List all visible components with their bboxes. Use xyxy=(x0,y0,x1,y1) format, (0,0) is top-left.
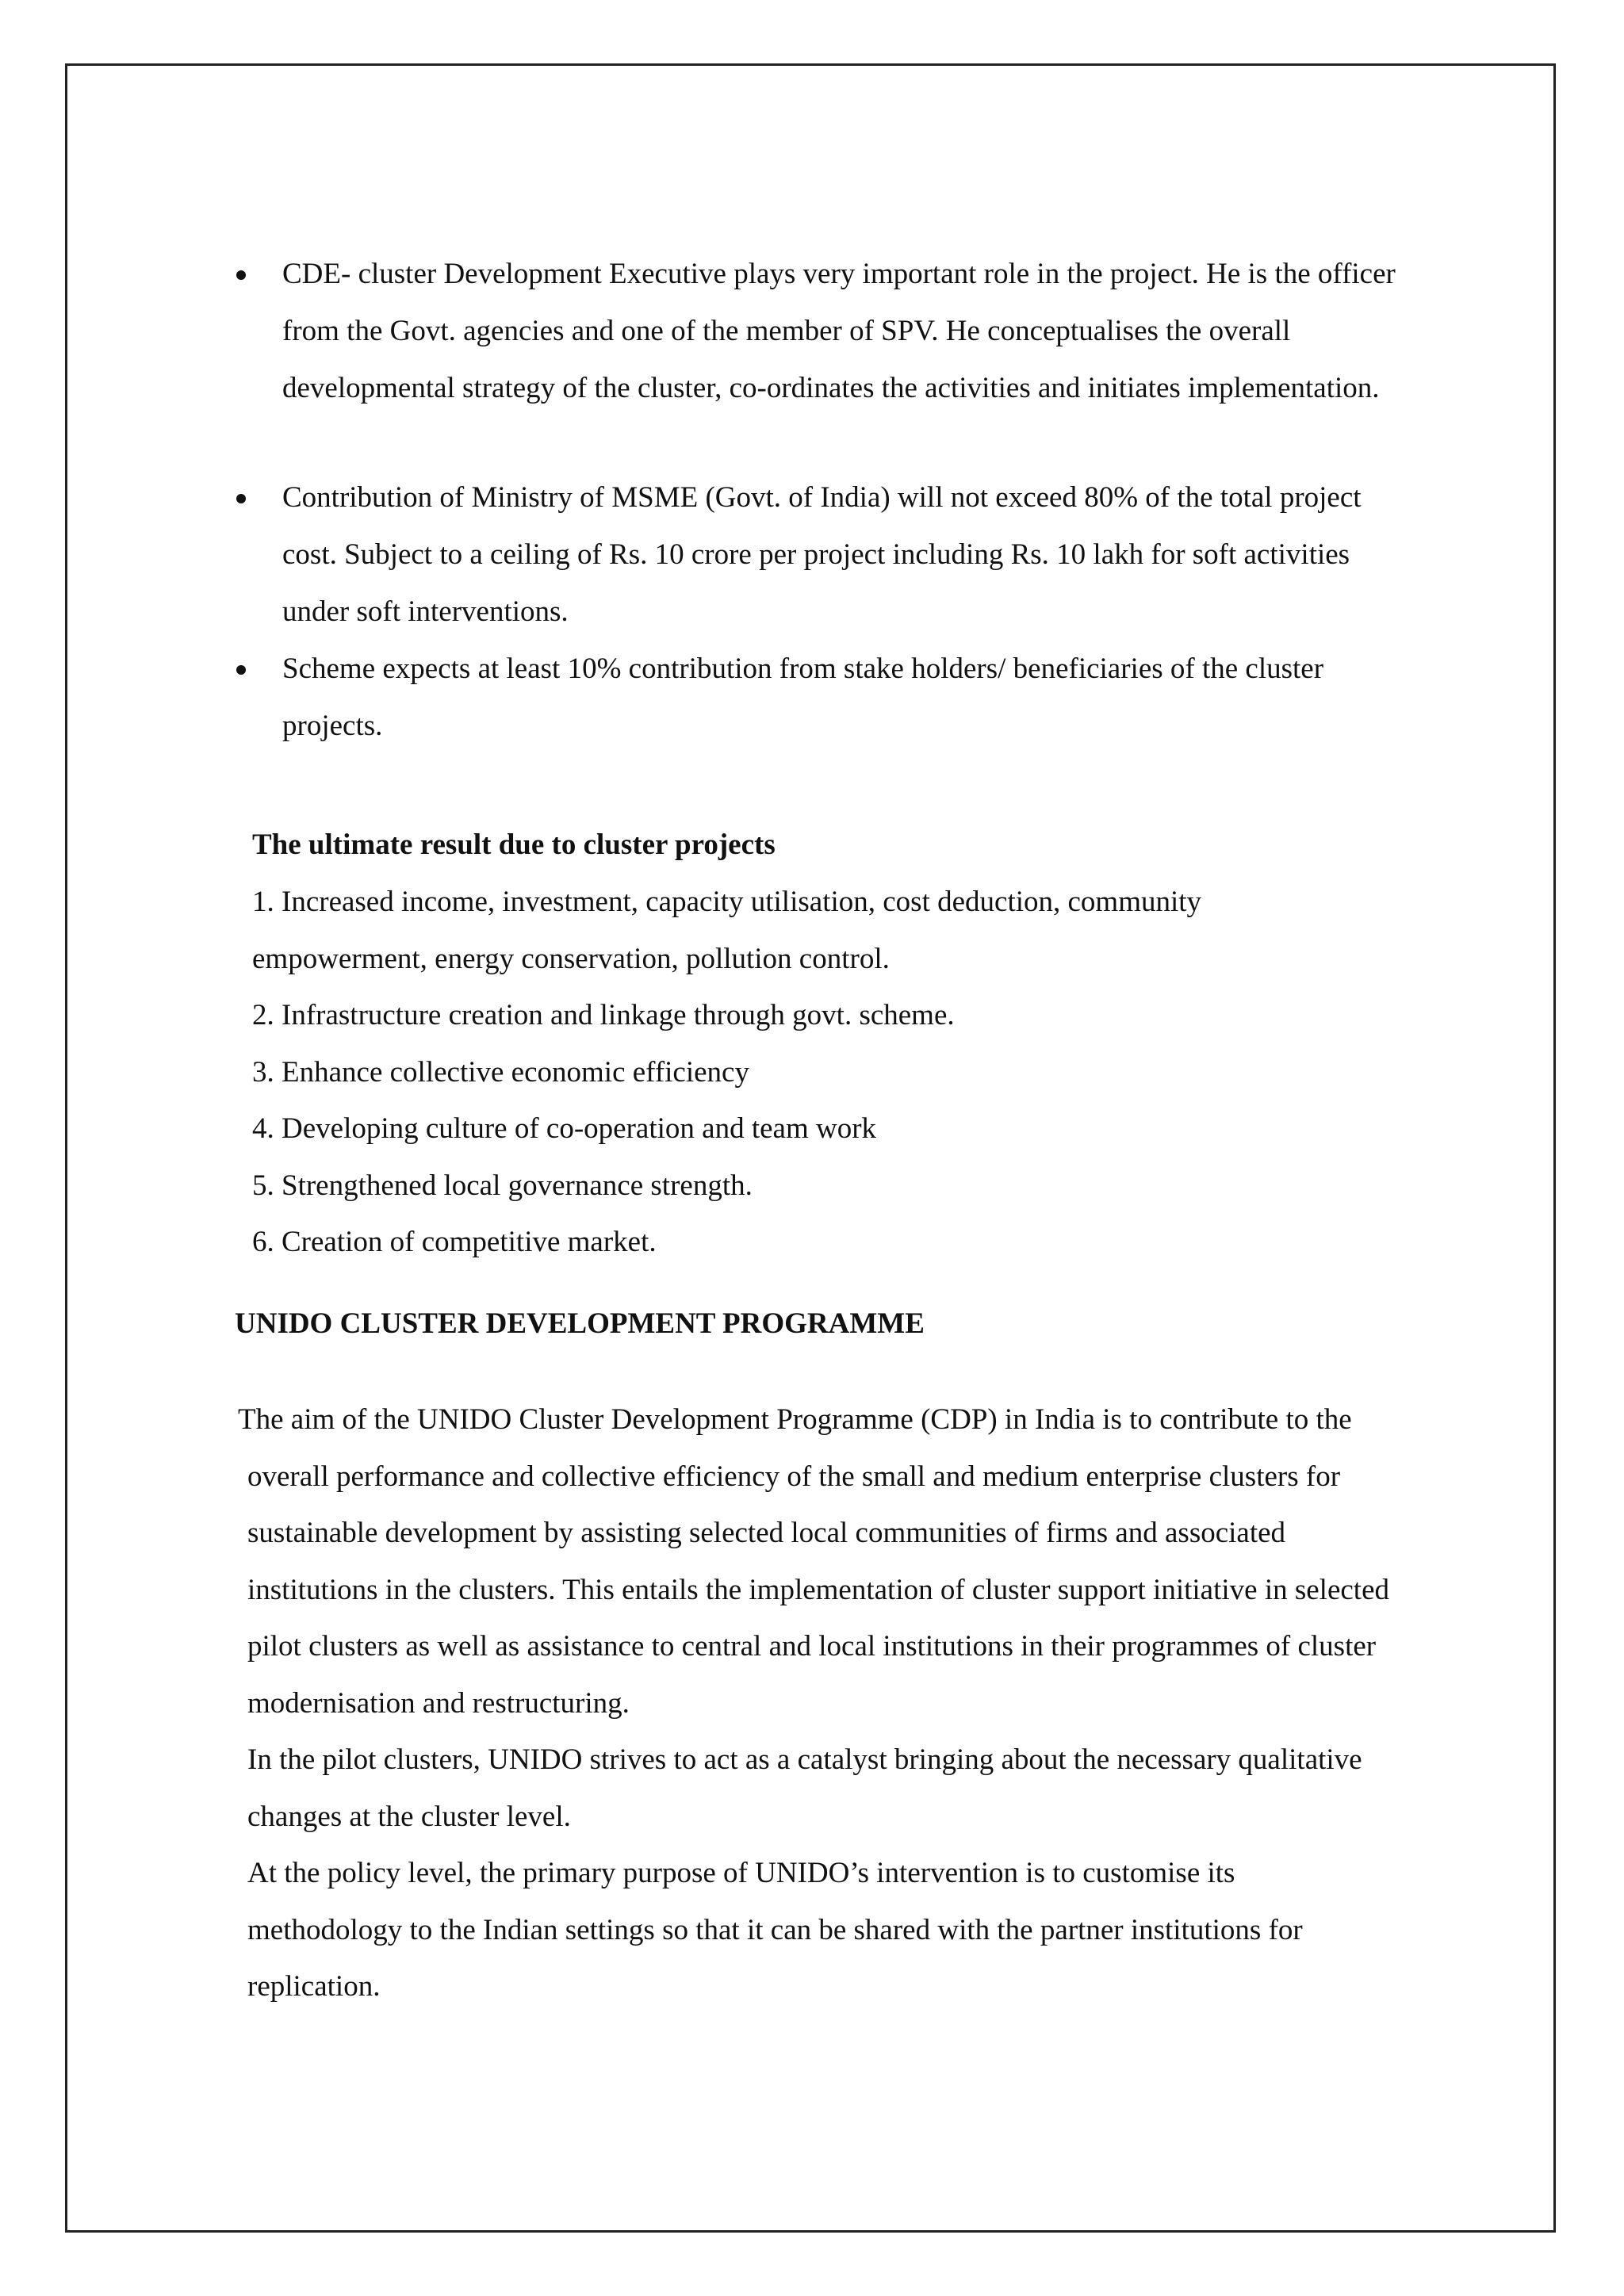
results-line: 3. Enhance collective economic efficiency xyxy=(252,1055,749,1089)
bullet-item-cde xyxy=(230,246,1530,417)
bullet-line: projects. xyxy=(282,710,383,742)
results-heading: The ultimate result due to cluster projects xyxy=(252,828,776,861)
results-line: 6. Creation of competitive market. xyxy=(252,1226,657,1258)
bullet-dot-icon xyxy=(236,270,246,280)
bullet-line: from the Govt. agencies and one of the member of SPV. He conceptualises the overall xyxy=(282,315,1291,347)
paragraph-line: pilot clusters as well as assistance to central and local institutions in their programmes of cluster xyxy=(247,1630,1377,1663)
paragraph-line: methodology to the Indian settings so that it can be shared with the partner institutions for xyxy=(247,1913,1303,1946)
paragraph-line: institutions in the clusters. This entails the implementation of cluster support initiative in selected xyxy=(247,1573,1390,1606)
paragraph-line: The aim of the UNIDO Cluster Development Programme (CDP) in India is to contribute to the xyxy=(238,1403,1352,1436)
results-line: 4. Developing culture of co-operation and team work xyxy=(252,1112,877,1145)
paragraph-line: At the policy level, the primary purpose of UNIDO’s intervention is to customise its xyxy=(247,1857,1235,1889)
bullet-line: cost. Subject to a ceiling of Rs. 10 crore per project including Rs. 10 lakh for soft activities xyxy=(282,538,1350,571)
bullet-line: under soft interventions. xyxy=(282,595,569,628)
bullet-line: Contribution of Ministry of MSME (Govt. of India) will not exceed 80% of the total project xyxy=(282,481,1362,514)
paragraph-line: overall performance and collective efficiency of the small and medium enterprise clusters for xyxy=(247,1460,1341,1493)
bullet-dot-icon xyxy=(236,494,246,503)
bullet-list xyxy=(230,246,1530,755)
section-title: UNIDO CLUSTER DEVELOPMENT PROGRAMME xyxy=(235,1307,925,1340)
paragraph-line: sustainable development by assisting selected local communities of firms and associated xyxy=(247,1517,1286,1549)
results-section xyxy=(252,817,1521,1271)
results-line: 5. Strengthened local governance strength. xyxy=(252,1169,753,1202)
results-line: 1. Increased income, investment, capacity utilisation, cost deduction, community xyxy=(252,886,1202,918)
bullet-item-scheme xyxy=(230,641,1530,755)
unido-paragraphs xyxy=(238,1391,1538,2015)
paragraph-line: modernisation and restructuring. xyxy=(247,1686,630,1720)
bullet-dot-icon xyxy=(236,665,246,675)
results-line: empowerment, energy conservation, pollution control. xyxy=(252,942,890,975)
paragraph-line: In the pilot clusters, UNIDO strives to act as a catalyst bringing about the necessary qualitative xyxy=(247,1743,1362,1776)
bullet-line: CDE- cluster Development Executive plays very important role in the project. He is the officer xyxy=(282,258,1396,290)
bullet-line: Scheme expects at least 10% contribution from stake holders/ beneficiaries of the cluster xyxy=(282,652,1324,685)
results-line: 2. Infrastructure creation and linkage through govt. scheme. xyxy=(252,999,955,1031)
bullet-line: developmental strategy of the cluster, co-ordinates the activities and initiates implementation. xyxy=(282,372,1380,404)
paragraph-line: replication. xyxy=(247,1970,381,2003)
paragraph-line: changes at the cluster level. xyxy=(247,1800,571,1833)
bullet-item-contribution xyxy=(230,469,1530,641)
